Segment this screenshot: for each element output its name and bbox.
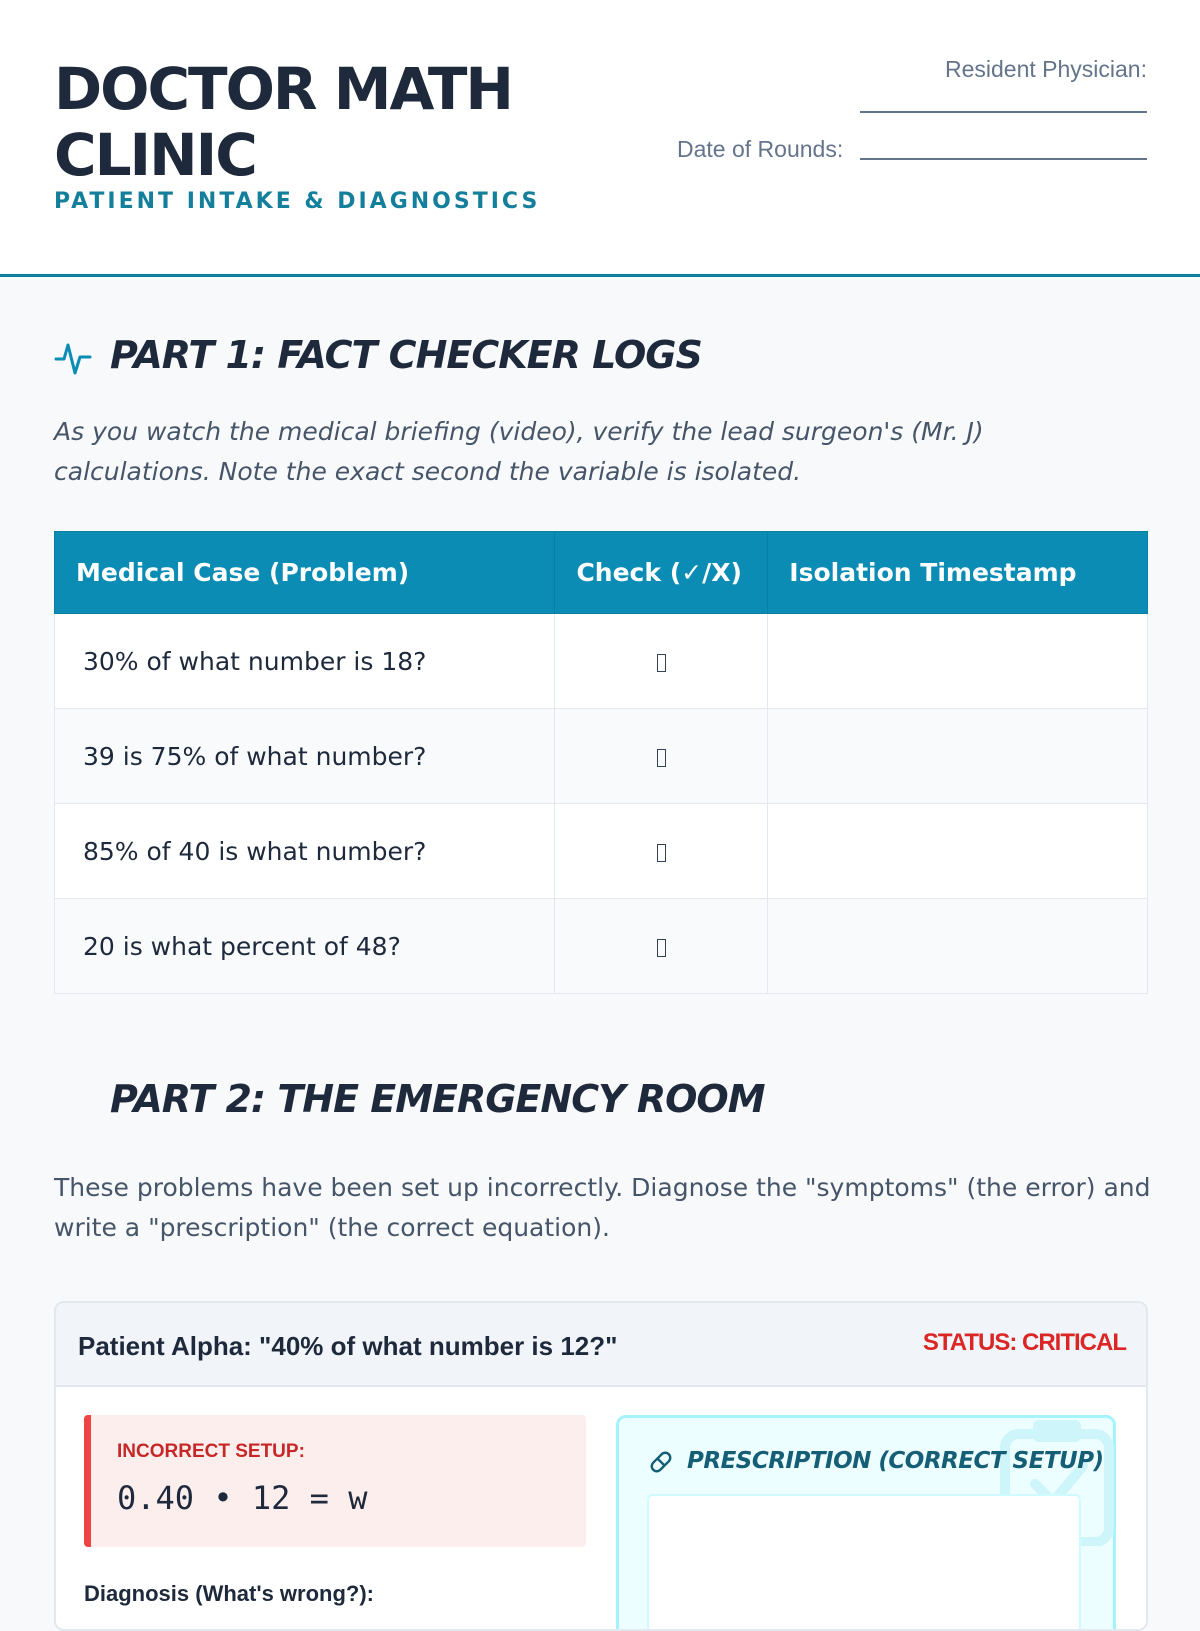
incorrect-setup-equation: 0.40 • 12 = w	[117, 1479, 368, 1517]
resident-physician-field[interactable]	[860, 111, 1147, 113]
page-subtitle: PATIENT INTAKE & DIAGNOSTICS	[54, 189, 541, 214]
check-cell	[555, 614, 768, 709]
check-box[interactable]	[657, 654, 666, 672]
table-row	[55, 614, 1148, 709]
check-cell	[555, 709, 768, 804]
table-row	[55, 804, 1148, 899]
part1-heading: PART 1: FACT CHECKER LOGS	[110, 333, 702, 377]
case-cell: 39 is 75% of what number?	[55, 709, 555, 804]
fact-checker-table	[54, 531, 1148, 994]
check-cell	[555, 804, 768, 899]
case-cell: 20 is what percent of 48?	[55, 899, 555, 994]
part2-heading: PART 2: THE EMERGENCY ROOM	[110, 1077, 765, 1121]
diagnosis-label: Diagnosis (What's wrong?):	[84, 1581, 374, 1606]
patient-card-header	[56, 1303, 1146, 1387]
date-of-rounds-field[interactable]	[860, 158, 1147, 160]
prescription-input-area[interactable]	[647, 1494, 1081, 1631]
resident-physician-label: Resident Physician:	[945, 56, 1147, 82]
patient-title: Patient Alpha: "40% of what number is 12?"	[78, 1331, 618, 1361]
page-header	[0, 0, 1200, 277]
table-header-row	[55, 532, 1148, 614]
column-header-check: Check (✓/X)	[555, 532, 768, 614]
patient-alpha-card	[54, 1301, 1148, 1631]
table-row	[55, 709, 1148, 804]
pill-icon	[647, 1448, 675, 1476]
prescription-label: PRESCRIPTION (CORRECT SETUP)	[687, 1448, 1104, 1474]
column-header-timestamp: Isolation Timestamp	[768, 532, 1148, 614]
date-of-rounds-label: Date of Rounds:	[677, 136, 844, 162]
timestamp-cell[interactable]	[768, 709, 1148, 804]
column-header-case: Medical Case (Problem)	[55, 532, 555, 614]
timestamp-cell[interactable]	[768, 804, 1148, 899]
part1-instructions: As you watch the medical briefing (video), verify the lead surgeon's (Mr. J) calculations. Note the exact second the variable is isolated.	[54, 417, 984, 486]
check-cell	[555, 899, 768, 994]
check-box[interactable]	[657, 749, 666, 767]
table-row	[55, 899, 1148, 994]
incorrect-setup-box	[84, 1415, 586, 1547]
part2-instructions: These problems have been set up incorrectly. Diagnose the "symptoms" (the error) and write a "prescription" (the correct equation).	[54, 1173, 1151, 1242]
case-cell: 30% of what number is 18?	[55, 614, 555, 709]
pulse-icon	[54, 339, 92, 377]
case-cell: 85% of 40 is what number?	[55, 804, 555, 899]
incorrect-setup-label: INCORRECT SETUP:	[117, 1441, 305, 1462]
timestamp-cell[interactable]	[768, 614, 1148, 709]
status-badge: STATUS: CRITICAL	[922, 1329, 1126, 1356]
timestamp-cell[interactable]	[768, 899, 1148, 994]
prescription-box	[616, 1415, 1116, 1631]
page-title: DOCTOR MATH CLINIC	[54, 55, 512, 189]
check-box[interactable]	[657, 844, 666, 862]
check-box[interactable]	[657, 939, 666, 957]
